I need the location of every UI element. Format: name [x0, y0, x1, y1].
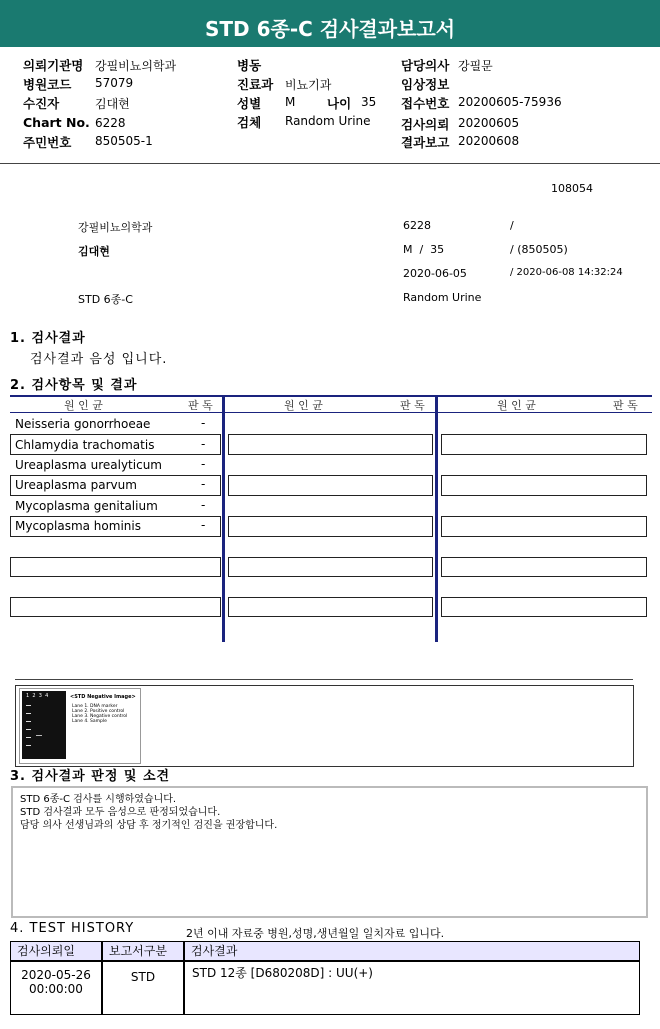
summary-sex-age: M / 35	[403, 243, 445, 256]
col-result-1: 판 독	[188, 399, 213, 412]
gel-band	[26, 745, 31, 746]
gel-band	[26, 713, 31, 714]
gel-legend	[72, 704, 127, 724]
history-header-type: 보고서구분	[102, 941, 184, 961]
organism-result: -	[201, 457, 206, 471]
col-organism-1: 원 인 균	[64, 399, 103, 412]
history-result-cell	[184, 961, 640, 1015]
summary-chart: 6228	[403, 219, 431, 232]
chart-no-value: 6228	[95, 116, 126, 130]
history-type-cell	[102, 961, 184, 1015]
history-note: 2년 이내 자료중 병원,성명,생년월일 일치자료 입니다.	[186, 927, 445, 940]
sex-value: M	[285, 95, 296, 109]
report-header	[0, 47, 660, 164]
receipt-no-value: 20200605-75936	[458, 95, 562, 109]
organism-name: Mycoplasma genitalium	[15, 499, 158, 513]
findings-line: STD 6종-C 검사를 시행하였습니다.	[20, 794, 177, 805]
gel-legend-item: Lane 3. Negative control	[72, 714, 128, 719]
empty-row-box	[441, 434, 647, 455]
gel-band	[26, 721, 31, 722]
gel-band	[26, 729, 31, 730]
summary-code: 108054	[551, 182, 593, 195]
empty-row-box	[228, 557, 433, 577]
column-divider-1	[222, 396, 225, 642]
history-header-result: 검사결과	[184, 941, 640, 961]
findings-line: STD 검사결과 모두 음성으로 판정되었습니다.	[20, 807, 221, 818]
report-date-label: 결과보고	[401, 135, 450, 150]
history-type: STD	[130, 970, 156, 984]
resident-no-value: 850505-1	[95, 134, 153, 148]
ward-label: 병동	[237, 58, 262, 73]
history-time: 00:00:00	[29, 982, 83, 996]
empty-row-box	[228, 516, 433, 537]
age-label: 나이	[327, 96, 352, 111]
request-date-value: 20200605	[458, 116, 520, 130]
section4-title: 4. TEST HISTORY	[10, 921, 135, 936]
age-value: 35	[361, 95, 377, 109]
history-date: 2020-05-26	[21, 968, 91, 982]
summary-date1: 2020-06-05	[403, 267, 467, 280]
empty-row-box	[10, 557, 221, 577]
organism-name: Mycoplasma hominis	[15, 519, 141, 533]
specimen-label: 검체	[237, 115, 262, 130]
receipt-no-label: 접수번호	[401, 96, 450, 111]
sex-label: 성별	[237, 96, 262, 111]
gel-legend-item: Lane 4. Sample	[72, 719, 107, 724]
clinical-info-label: 임상정보	[401, 77, 450, 92]
report-title: STD 6종-C 검사결과보고서	[204, 17, 456, 41]
empty-row-box	[441, 475, 647, 496]
col-result-3: 판 독	[613, 399, 638, 412]
empty-row-box	[10, 597, 221, 617]
column-divider-2	[435, 396, 438, 642]
gel-band	[26, 737, 31, 738]
findings-text	[20, 793, 277, 832]
organism-result: -	[201, 518, 206, 532]
gel-band	[36, 735, 42, 736]
hospital-value: 강필비뇨의학과	[95, 59, 177, 73]
section3-title: 3. 검사결과 판정 및 소견	[10, 769, 171, 784]
empty-row-box	[441, 557, 647, 577]
patient-label: 수진자	[23, 96, 60, 111]
hospital-code-value: 57079	[95, 76, 134, 90]
summary-specimen: Random Urine	[403, 291, 482, 304]
summary-patient: 김대현	[78, 245, 110, 258]
organism-result: -	[201, 416, 206, 430]
organism-result: -	[201, 477, 206, 491]
resident-no-label: 주민번호	[23, 135, 72, 150]
gel-image	[19, 688, 141, 764]
summary-slash: /	[510, 219, 514, 232]
hospital-label: 의뢰기관명	[23, 58, 84, 73]
section1-text: 검사결과 음성 입니다.	[30, 352, 168, 367]
empty-row-box	[441, 516, 647, 537]
organism-result: -	[201, 498, 206, 512]
findings-box	[11, 786, 648, 918]
empty-row-box	[441, 597, 647, 617]
summary-test: STD 6종-C	[78, 293, 133, 306]
gel-legend-item: Lane 1. DNA marker	[72, 704, 118, 709]
organism-name: Neisseria gonorrhoeae	[15, 417, 151, 431]
organism-result: -	[201, 437, 206, 451]
col-result-2: 판 독	[400, 399, 425, 412]
patient-value: 김대현	[95, 97, 130, 111]
history-result: STD 12종 [D680208D] : UU(+)	[192, 966, 373, 980]
empty-row-box	[228, 475, 433, 496]
specimen-value: Random Urine	[285, 114, 371, 128]
section1-title: 1. 검사결과	[10, 331, 86, 346]
gel-band	[26, 705, 31, 706]
gel-legend-item: Lane 2. Positive control	[72, 709, 125, 714]
hospital-code-label: 병원코드	[23, 77, 72, 92]
results-table-top-border	[10, 395, 652, 397]
gel-top-rule	[15, 679, 633, 680]
request-date-label: 검사의뢰	[401, 117, 450, 132]
organism-name: Chlamydia trachomatis	[15, 438, 155, 452]
history-header-date: 검사의뢰일	[10, 941, 102, 961]
section2-title: 2. 검사항목 및 결과	[10, 378, 138, 393]
empty-row-box	[228, 597, 433, 617]
empty-row-box	[228, 434, 433, 455]
findings-line: 담당 의사 선생님과의 상담 후 정기적인 검진을 권장합니다.	[20, 820, 278, 831]
gel-lanes-panel	[22, 691, 66, 759]
chart-no-label: Chart No.	[23, 115, 90, 130]
dept-value: 비뇨기과	[285, 78, 332, 92]
dept-label: 진료과	[237, 77, 274, 92]
summary-date2: / 2020-06-08 14:32:24	[510, 267, 623, 278]
col-organism-3: 원 인 균	[497, 399, 536, 412]
gel-title: <STD Negative Image>	[70, 694, 136, 700]
organism-name: Ureaplasma parvum	[15, 478, 137, 492]
summary-hospital: 강필비뇨의학과	[78, 221, 153, 234]
results-header-divider	[10, 412, 652, 413]
col-organism-2: 원 인 균	[284, 399, 323, 412]
organism-name: Ureaplasma urealyticum	[15, 458, 162, 472]
summary-birth: / (850505)	[510, 243, 568, 256]
gel-lane-numbers: 1 2 3 4	[26, 693, 49, 699]
doctor-label: 담당의사	[401, 58, 450, 73]
report-date-value: 20200608	[458, 134, 520, 148]
history-date-cell	[10, 961, 102, 1015]
doctor-value: 강필문	[458, 59, 493, 73]
report-title-banner	[0, 0, 660, 47]
